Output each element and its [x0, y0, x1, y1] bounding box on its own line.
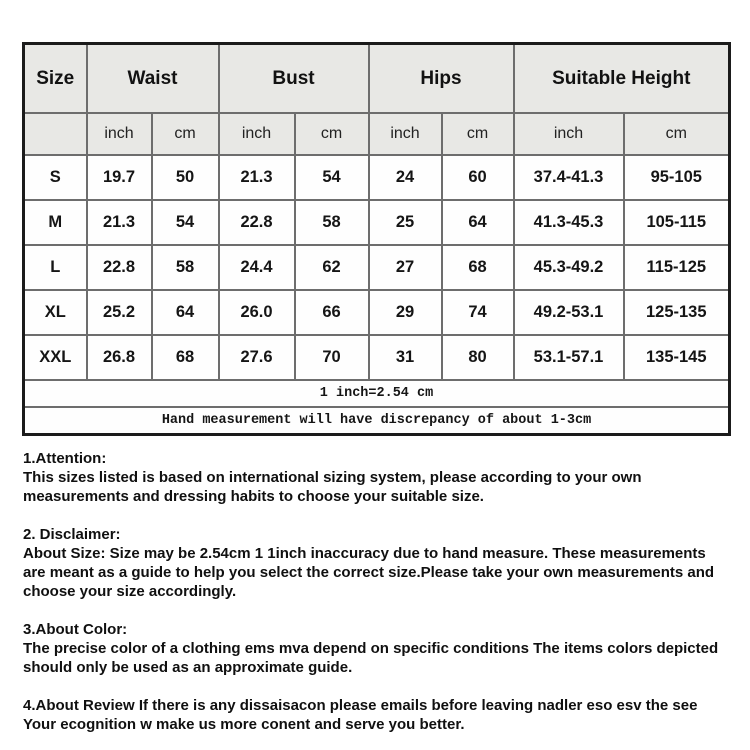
unit-cell: inch — [87, 113, 152, 155]
value-cell: 24 — [369, 155, 442, 200]
value-cell: 26.0 — [219, 290, 295, 335]
note-about-review-body: 4.About Review If there is any dissaisacon please emails before leaving nadler eso esv the see Your ecognition w make us more conent and serve you better. — [23, 697, 698, 733]
size-label: L — [24, 245, 87, 290]
value-cell: 22.8 — [219, 200, 295, 245]
size-chart-table — [22, 42, 731, 436]
note-attention-heading: 1.Attention: — [23, 450, 107, 467]
value-cell: 62 — [295, 245, 369, 290]
value-cell: 27 — [369, 245, 442, 290]
notes-section — [23, 449, 728, 734]
note-about-color — [23, 620, 728, 677]
table-row-l — [24, 245, 730, 290]
unit-cell: cm — [442, 113, 514, 155]
column-header-bust: Bust — [219, 44, 369, 114]
unit-cell: inch — [369, 113, 442, 155]
table-row-s — [24, 155, 730, 200]
unit-cell: cm — [152, 113, 219, 155]
value-cell: 31 — [369, 335, 442, 380]
value-cell: 25.2 — [87, 290, 152, 335]
unit-cell: cm — [624, 113, 730, 155]
note-about-color-body: The precise color of a clothing ems mva depend on specific conditions The items colors depicted should only be used as an approximate guide. — [23, 640, 719, 676]
value-cell: 50 — [152, 155, 219, 200]
value-cell: 29 — [369, 290, 442, 335]
value-cell: 66 — [295, 290, 369, 335]
table-footnote-row — [24, 380, 730, 407]
size-label: M — [24, 200, 87, 245]
value-cell: 19.7 — [87, 155, 152, 200]
value-cell: 24.4 — [219, 245, 295, 290]
value-cell: 68 — [152, 335, 219, 380]
column-header-hips: Hips — [369, 44, 514, 114]
table-footnote-row — [24, 407, 730, 435]
value-cell: 25 — [369, 200, 442, 245]
value-cell: 68 — [442, 245, 514, 290]
value-cell: 21.3 — [87, 200, 152, 245]
value-cell: 74 — [442, 290, 514, 335]
hand-measurement-note: Hand measurement will have discrepancy of about 1-3cm — [24, 407, 730, 435]
note-about-review — [23, 696, 728, 734]
value-cell: 115-125 — [624, 245, 730, 290]
value-cell: 26.8 — [87, 335, 152, 380]
note-disclaimer-heading: 2. Disclaimer: — [23, 526, 121, 543]
value-cell: 27.6 — [219, 335, 295, 380]
value-cell: 54 — [152, 200, 219, 245]
value-cell: 70 — [295, 335, 369, 380]
table-row-xxl — [24, 335, 730, 380]
value-cell: 53.1-57.1 — [514, 335, 624, 380]
size-label: XXL — [24, 335, 87, 380]
column-header-size: Size — [24, 44, 87, 114]
inch-conversion-note: 1 inch=2.54 cm — [24, 380, 730, 407]
value-cell: 60 — [442, 155, 514, 200]
value-cell: 64 — [442, 200, 514, 245]
value-cell: 58 — [295, 200, 369, 245]
table-row-m — [24, 200, 730, 245]
note-disclaimer-body: About Size: Size may be 2.54cm 1 1inch inaccuracy due to hand measure. These measurements are meant as a guide to help you select the correct size.Please take your own measurements and choose your size accordingly. — [23, 545, 715, 600]
value-cell: 54 — [295, 155, 369, 200]
table-units-row — [24, 113, 730, 155]
unit-cell: inch — [219, 113, 295, 155]
size-label: XL — [24, 290, 87, 335]
value-cell: 49.2-53.1 — [514, 290, 624, 335]
value-cell: 22.8 — [87, 245, 152, 290]
note-about-color-heading: 3.About Color: — [23, 621, 128, 638]
value-cell: 41.3-45.3 — [514, 200, 624, 245]
value-cell: 21.3 — [219, 155, 295, 200]
value-cell: 125-135 — [624, 290, 730, 335]
unit-cell: inch — [514, 113, 624, 155]
note-attention — [23, 449, 728, 506]
value-cell: 95-105 — [624, 155, 730, 200]
value-cell: 37.4-41.3 — [514, 155, 624, 200]
table-row-xl — [24, 290, 730, 335]
column-header-waist: Waist — [87, 44, 219, 114]
unit-cell: cm — [295, 113, 369, 155]
column-header-suitable-height: Suitable Height — [514, 44, 730, 114]
size-label: S — [24, 155, 87, 200]
note-disclaimer — [23, 525, 728, 601]
table-header-row — [24, 44, 730, 114]
note-attention-body: This sizes listed is based on international sizing system, please according to your own measurements and dressing habits to choose your suitable size. — [23, 469, 642, 505]
value-cell: 105-115 — [624, 200, 730, 245]
value-cell: 135-145 — [624, 335, 730, 380]
value-cell: 58 — [152, 245, 219, 290]
value-cell: 64 — [152, 290, 219, 335]
value-cell: 80 — [442, 335, 514, 380]
unit-cell-empty — [24, 113, 87, 155]
value-cell: 45.3-49.2 — [514, 245, 624, 290]
